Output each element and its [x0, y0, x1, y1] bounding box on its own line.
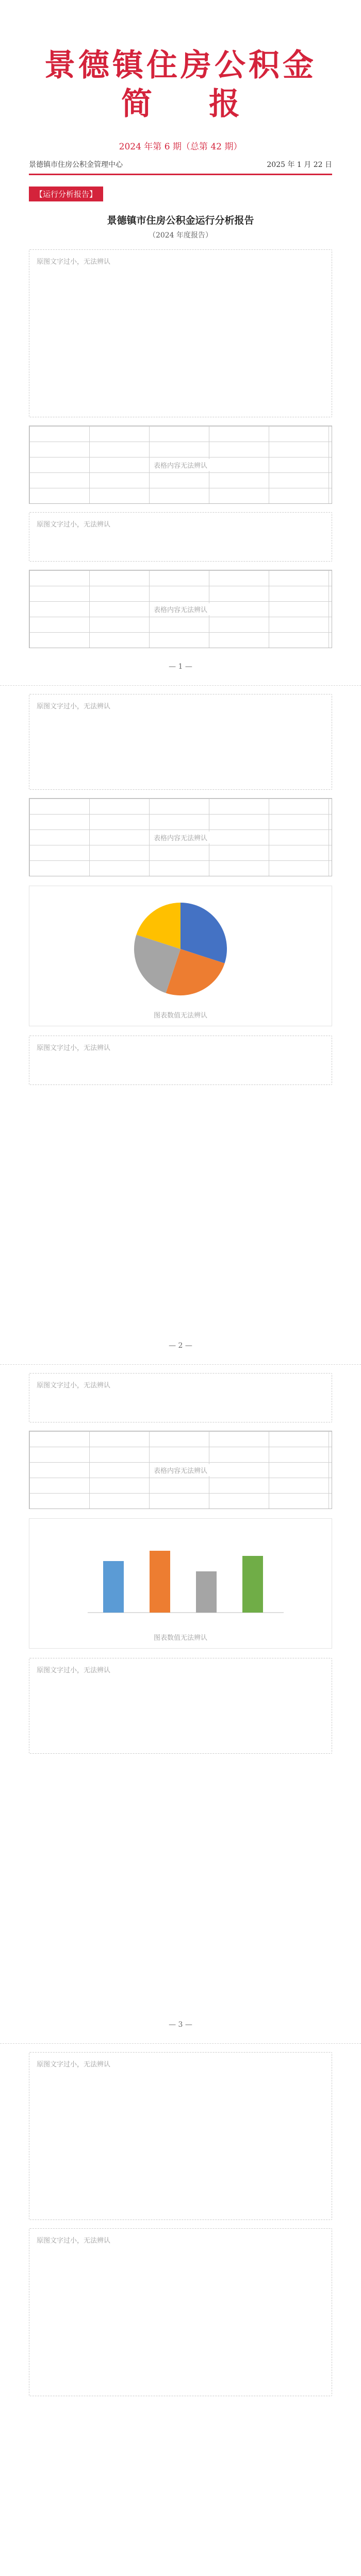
page-3: [0, 1364, 361, 2043]
page-1: [0, 0, 361, 685]
body-text-block: 原图文字过小，无法辨认: [29, 1658, 332, 1754]
bar: [242, 1556, 263, 1613]
publisher-line: [29, 159, 332, 175]
bar-chart-figure: [67, 1525, 294, 1628]
body-text-block: 原图文字过小，无法辨认: [29, 512, 332, 562]
page-number: — 2 —: [169, 1342, 192, 1350]
bar: [103, 1561, 124, 1613]
section-banner: 【运行分析报告】: [29, 187, 103, 201]
report-title: 景德镇市住房公积金运行分析报告: [107, 215, 254, 226]
bar: [196, 1571, 217, 1613]
page-number: — 1 —: [169, 663, 192, 671]
table-placeholder: 表格内容无法辨认: [150, 1464, 211, 1476]
body-text-block: 原图文字过小，无法辨认: [29, 2228, 332, 2396]
data-table: [29, 426, 332, 504]
body-text-block: 原图文字过小，无法辨认: [29, 2052, 332, 2220]
publish-date: 2025 年 1 月 22 日: [267, 161, 332, 169]
body-text-block: 原图文字过小，无法辨认: [29, 1036, 332, 1085]
table-placeholder: 表格内容无法辨认: [150, 832, 211, 843]
masthead-subtitle: 简报: [121, 86, 297, 122]
chart-placeholder: 图表数值无法辨认: [153, 1634, 207, 1642]
data-table: [29, 570, 332, 648]
bar-chart: [29, 1518, 332, 1649]
body-text-block: 原图文字过小，无法辨认: [29, 694, 332, 790]
bar: [150, 1551, 170, 1613]
page-number: — 3 —: [169, 2021, 192, 2029]
publisher-name: 景德镇市住房公积金管理中心: [29, 161, 123, 169]
table-placeholder: 表格内容无法辨认: [150, 603, 211, 615]
pie-chart-figure: [113, 892, 248, 1006]
masthead-title: 景德镇住房公积金: [44, 47, 317, 83]
body-text-block: 原图文字过小，无法辨认: [29, 1373, 332, 1422]
issue-number: 2024 年第 6 期（总第 42 期）: [119, 142, 242, 152]
table-placeholder: 表格内容无法辨认: [150, 459, 211, 471]
data-table: [29, 798, 332, 876]
body-text-block: 原图文字过小，无法辨认: [29, 249, 332, 417]
page-4: [0, 2043, 361, 2576]
chart-placeholder: 图表数值无法辨认: [153, 1012, 207, 1020]
report-subtitle: （2024 年度报告）: [148, 231, 213, 240]
page-2: [0, 685, 361, 1364]
pie-chart: [29, 886, 332, 1026]
data-table: [29, 1431, 332, 1509]
